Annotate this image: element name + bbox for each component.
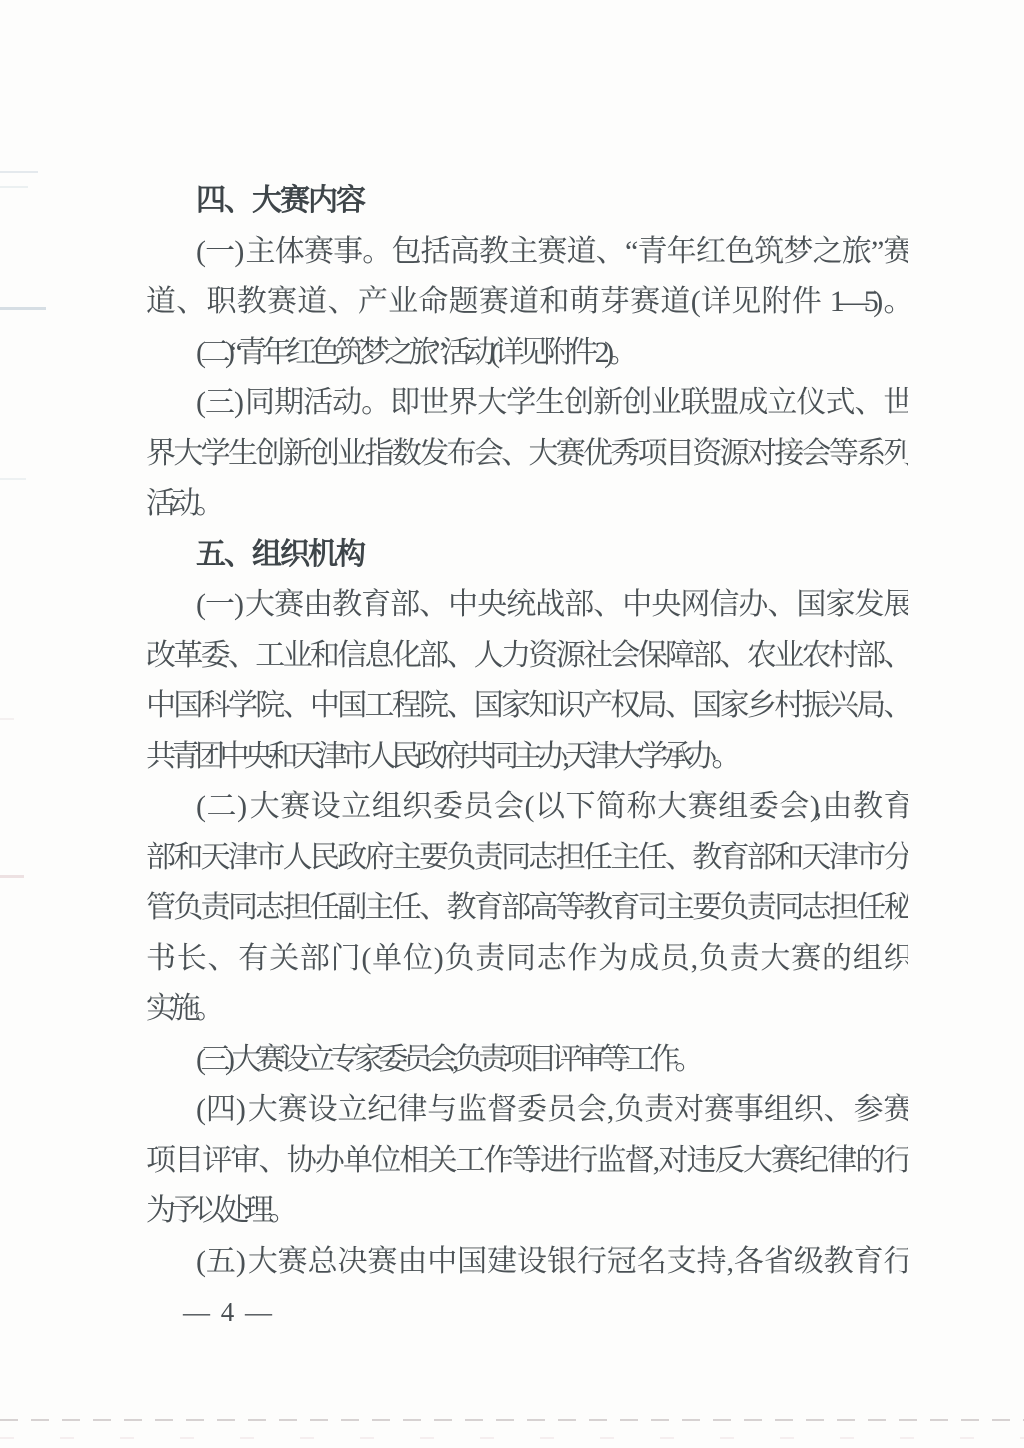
body-line: (一) 大赛由教育部、中央统战部、中央网信办、国家发展 xyxy=(196,588,908,621)
body-line: 活动。 xyxy=(146,487,220,520)
scan-artifact xyxy=(0,307,46,310)
body-line: 共青团中央和天津市人民政府共同主办,天津大学承办。 xyxy=(146,739,736,773)
body-line: 项目评审、协办单位相关工作等进行监督,对违反大赛纪律的行 xyxy=(146,1143,908,1177)
scan-artifact xyxy=(0,171,38,173)
body-line: 部和天津市人民政府主要负责同志担任主任、教育部和天津市分 xyxy=(146,840,908,874)
body-line: 界大学生创新创业指数发布会、大赛优秀项目资源对接会等系列 xyxy=(146,436,908,470)
body-line: 实施。 xyxy=(146,992,220,1025)
section-heading: 五、组织机构 xyxy=(196,537,364,571)
section-heading: 四、大赛内容 xyxy=(196,184,364,217)
body-line: 道、职教赛道、产业命题赛道和萌芽赛道(详见附件 1—5)。 xyxy=(146,285,908,318)
body-line: (三) 大赛设立专家委员会,负责项目评审等工作。 xyxy=(196,1042,699,1076)
body-line: (五) 大赛总决赛由中国建设银行冠名支持,各省级教育行 xyxy=(196,1244,908,1278)
body-line: 中国科学院、中国工程院、国家知识产权局、国家乡村振兴局、 xyxy=(146,689,908,722)
scan-artifact xyxy=(0,718,14,720)
scan-artifact-bottom-line xyxy=(0,1437,1024,1439)
body-line: 为予以处理。 xyxy=(146,1194,293,1227)
scan-artifact xyxy=(0,875,24,878)
page-number: — 4 — xyxy=(183,1297,274,1327)
body-line: (一) 主体赛事。包括高教主赛道、“青年红色筑梦之旅”赛 xyxy=(196,234,908,268)
body-line: (三) 同期活动。即世界大学生创新创业联盟成立仪式、世 xyxy=(196,386,908,419)
body-line: 管负责同志担任副主任、教育部高等教育司主要负责同志担任秘 xyxy=(146,891,908,924)
scan-artifact-bottom-line xyxy=(0,1419,1024,1421)
body-line: 改革委、工业和信息化部、人力资源社会保障部、农业农村部、 xyxy=(146,638,908,672)
body-line: 书长、有关部门(单位)负责同志作为成员,负责大赛的组织 xyxy=(146,941,908,975)
scan-artifact xyxy=(0,186,28,188)
document-body xyxy=(146,176,908,1338)
body-line: (二) 大赛设立组织委员会(以下简称大赛组委会),由教育 xyxy=(196,790,908,823)
body-line: (四) 大赛设立纪律与监督委员会,负责对赛事组织、参赛 xyxy=(196,1093,908,1126)
body-line: (二)“青年红色筑梦之旅”活动(详见附件 2)。 xyxy=(196,335,634,369)
scan-artifact xyxy=(0,478,26,480)
